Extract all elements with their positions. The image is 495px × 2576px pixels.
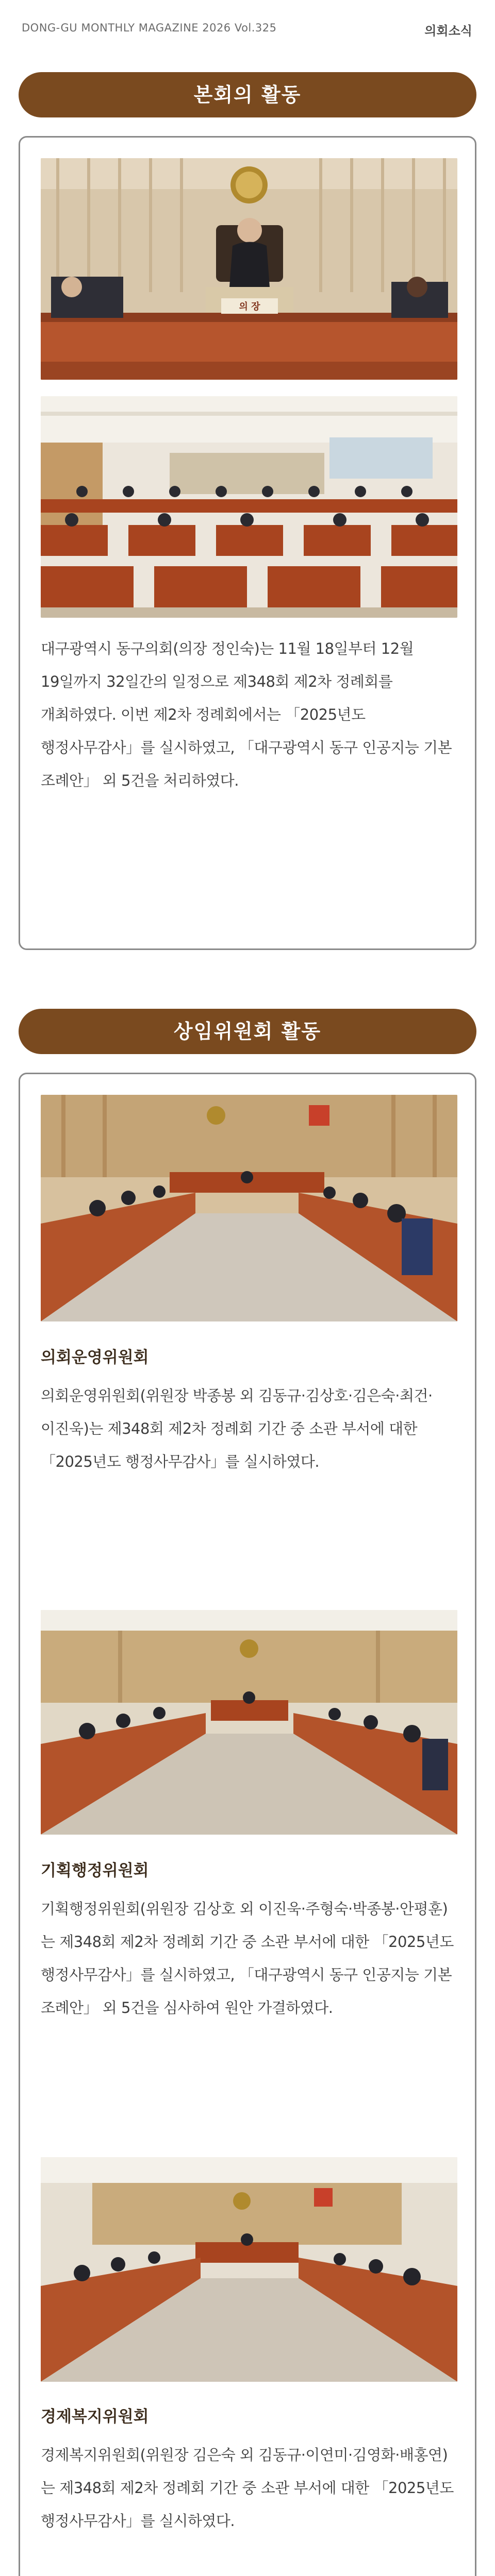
section-name: 의회소식	[424, 24, 472, 38]
chair-nameplate: 의 장	[239, 301, 260, 312]
committee-text-3: 경제복지위원회(위원장 김은숙 외 김동규·이연미·김영화·배홍연)는 제348회 제2차 정례회 기간 중 소관 부서에 대한 「2025년도 행정사무감사」를 실시하였다.	[41, 2446, 454, 2530]
plenary-hall-photo	[41, 396, 457, 618]
plenary-card	[19, 136, 476, 950]
committee-photo-3	[41, 2157, 457, 2382]
plenary-description: 대구광역시 동구의회(의장 정인숙)는 11월 18일부터 12월 19일까지 32일간의 일정으로 제348회 제2차 정례회를 개최하였다. 이번 제2차 정례회에서는 「2025년도 행정사무감사」를 실시하였고, 「대구광역시 동구 인공지능 기본 조례안」 외 5건을 처리하였다.	[41, 640, 452, 789]
committee-heading-band	[19, 1009, 476, 1054]
committee-card	[19, 1073, 476, 2576]
magazine-title: DONG-GU MONTHLY MAGAZINE 2026 Vol.325	[22, 22, 277, 34]
plenary-chair-photo	[41, 158, 457, 380]
committee-photo-2	[41, 1610, 457, 1835]
plenary-heading: 본회의 활동	[193, 83, 302, 106]
committee-title-2: 기획행정위원회	[41, 1861, 149, 1880]
committee-text-1: 의회운영위원회(위원장 박종봉 외 김동규·김상호·김은숙·최건·이진욱)는 제348회 제2차 정례회 기간 중 소관 부서에 대한 「2025년도 행정사무감사」를 실시하였다.	[41, 1387, 433, 1470]
plenary-heading-band	[19, 72, 476, 117]
page-header	[0, 0, 495, 46]
committee-text-2: 기획행정위원회(위원장 김상호 외 이진욱·주형숙·박종봉·안평훈)는 제348회 제2차 정례회 기간 중 소관 부서에 대한 「2025년도 행정사무감사」를 실시하였고, 「대구광역시 동구 인공지능 기본 조례안」 외 5건을 심사하여 원안 가결하였다.	[41, 1900, 454, 2016]
committee-heading: 상임위원회 활동	[173, 1020, 322, 1043]
committee-photo-1	[41, 1095, 457, 1321]
committee-title-3: 경제복지위원회	[41, 2408, 149, 2426]
committee-title-1: 의회운영위원회	[41, 1348, 149, 1367]
